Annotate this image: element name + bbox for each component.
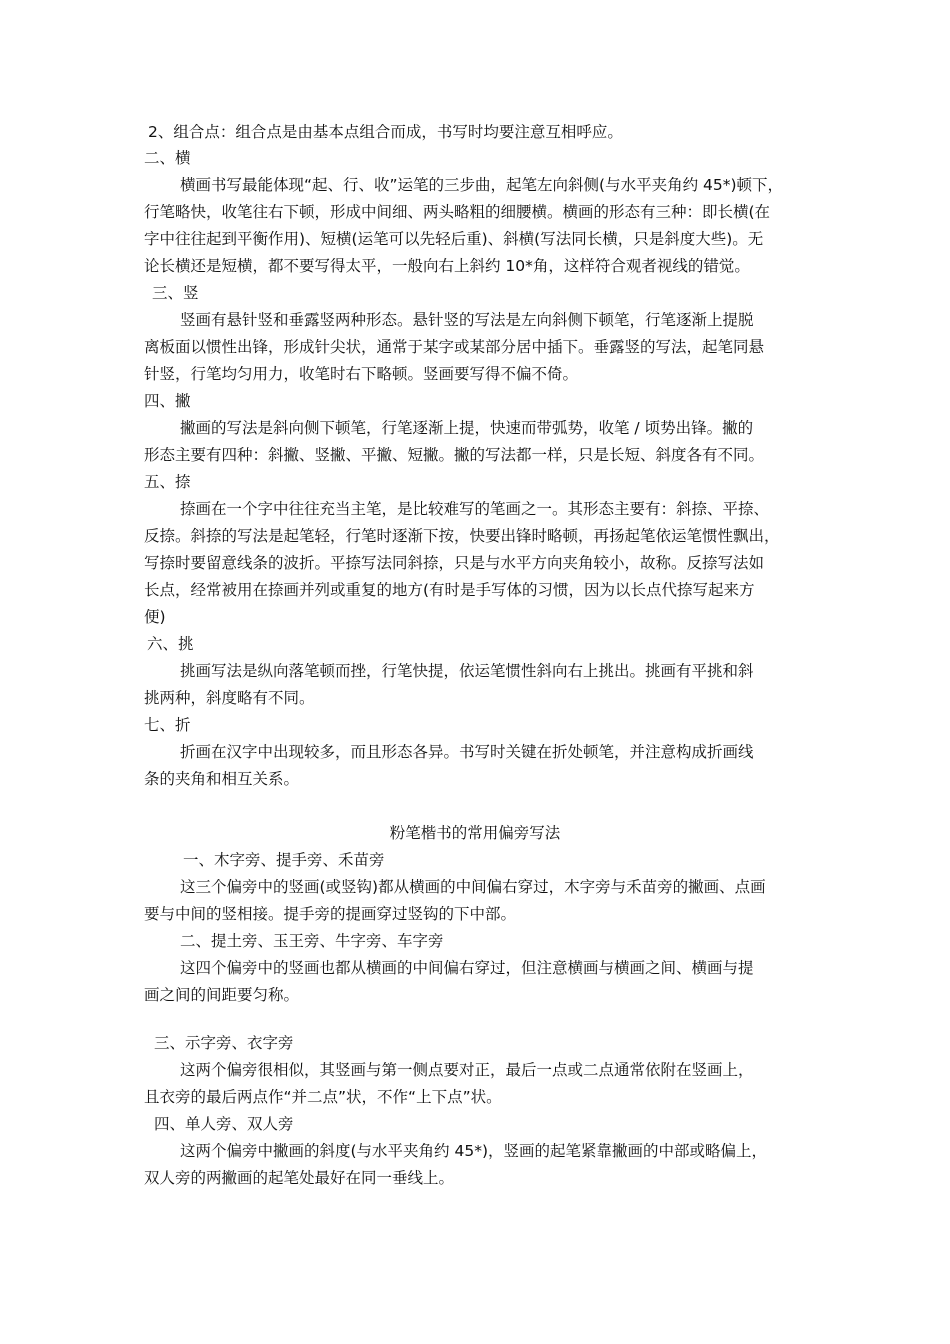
paragraph-line: 这两个偏旁很相似，其竖画与第一侧点要对正，最后一点或二点通常依附在竖画上， (180, 1061, 754, 1079)
paragraph-line: 形态主要有四种：斜撇、竖撇、平撇、短撇。撇的写法都一样，只是长短、斜度各有不同。 (144, 446, 765, 464)
paragraph-line: 写捺时要留意线条的波折。平捺写法同斜捺，只是与水平方向夹角较小，故称。反捺写法如 (144, 554, 765, 572)
paragraph-line: 且衣旁的最后两点作“并二点”状，不作“上下点”状。 (144, 1088, 502, 1106)
paragraph-line: 挑画写法是纵向落笔顿而挫，行笔快提，依运笔惯性斜向右上挑出。挑画有平挑和斜 (180, 662, 754, 680)
paragraph-line: 画之间的间距要匀称。 (144, 986, 300, 1004)
heading-tiao: 六、挑 (147, 635, 194, 653)
paragraph-line: 双人旁的两撇画的起笔处最好在同一垂线上。 (144, 1169, 455, 1187)
paragraph-line: 便) (144, 608, 166, 626)
paragraph-line: 折画在汉字中出现较多，而且形态各异。书写时关键在折处顿笔，并注意构成折画线 (180, 743, 754, 761)
subheading-shi-yi: 三、示字旁、衣字旁 (154, 1034, 294, 1052)
paragraph-line: 挑两种，斜度略有不同。 (144, 689, 315, 707)
paragraph-line: 论长横还是短横，都不要写得太平，一般向右上斜约 10*角，这样符合观者视线的错觉。 (144, 257, 750, 275)
paragraph-line: 横画书写最能体现“起、行、收”运笔的三步曲，起笔左向斜侧(与水平夹角约 45*)顿下， (180, 176, 784, 194)
paragraph-line: 针竖，行笔均匀用力，收笔时右下略顿。竖画要写得不偏不倚。 (144, 365, 579, 383)
heading-shu: 三、竖 (152, 284, 199, 302)
paragraph-line: 这两个偏旁中撇画的斜度(与水平夹角约 45*)，竖画的起笔紧靠撇画的中部或略偏上， (180, 1142, 767, 1160)
paragraph-line: 这三个偏旁中的竖画(或竖钩)都从横画的中间偏右穿过，木字旁与禾苗旁的撇画、点画 (180, 878, 766, 896)
subheading-mu-shou-he: 一、木字旁、提手旁、禾苗旁 (183, 851, 385, 869)
paragraph-line: 行笔略快，收笔往右下顿，形成中间细、两头略粗的细腰横。横画的形态有三种：即长横(在 (144, 203, 771, 221)
heading-na: 五、捺 (144, 473, 191, 491)
subheading-ren: 四、单人旁、双人旁 (154, 1115, 294, 1133)
paragraph-line: 竖画有悬针竖和垂露竖两种形态。悬针竖的写法是左向斜侧下顿笔，行笔逐渐上提脱 (180, 311, 754, 329)
heading-pie: 四、撇 (144, 392, 191, 410)
section-title: 粉笔楷书的常用偏旁写法 (389, 824, 561, 842)
paragraph-line: 撇画的写法是斜向侧下顿笔，行笔逐渐上提，快速而带弧势，收笔 / 顷势出锋。撇的 (180, 419, 754, 437)
text-line-combination-dot: 2、组合点：组合点是由基本点组合而成，书写时均要注意互相呼应。 (148, 123, 623, 141)
paragraph-line: 长点，经常被用在捺画并列或重复的地方(有时是手写体的习惯，因为以长点代捺写起来方 (144, 581, 755, 599)
paragraph-line: 捺画在一个字中往往充当主笔，是比较难写的笔画之一。其形态主要有：斜捺、平捺、 (180, 500, 770, 518)
heading-zhe: 七、折 (144, 716, 191, 734)
paragraph-line: 反捺。斜捺的写法是起笔轻，行笔时逐渐下按，快要出锋时略顿，再扬起笔依运笔惯性飘出， (144, 527, 780, 545)
paragraph-line: 字中往往起到平衡作用)、短横(运笔可以先轻后重)、斜横(写法同长横，只是斜度大些)。无 (144, 230, 764, 248)
subheading-tu-wang-niu-che: 二、提土旁、玉王旁、牛字旁、车字旁 (180, 932, 444, 950)
paragraph-line: 离板面以惯性出锋，形成针尖状，通常于某字或某部分居中插下。垂露竖的写法，起笔同悬 (144, 338, 765, 356)
paragraph-line: 条的夹角和相互关系。 (144, 770, 300, 788)
paragraph-line: 要与中间的竖相接。提手旁的提画穿过竖钩的下中部。 (144, 905, 517, 923)
heading-heng: 二、横 (144, 149, 191, 167)
paragraph-line: 这四个偏旁中的竖画也都从横画的中间偏右穿过，但注意横画与横画之间、横画与提 (180, 959, 754, 977)
